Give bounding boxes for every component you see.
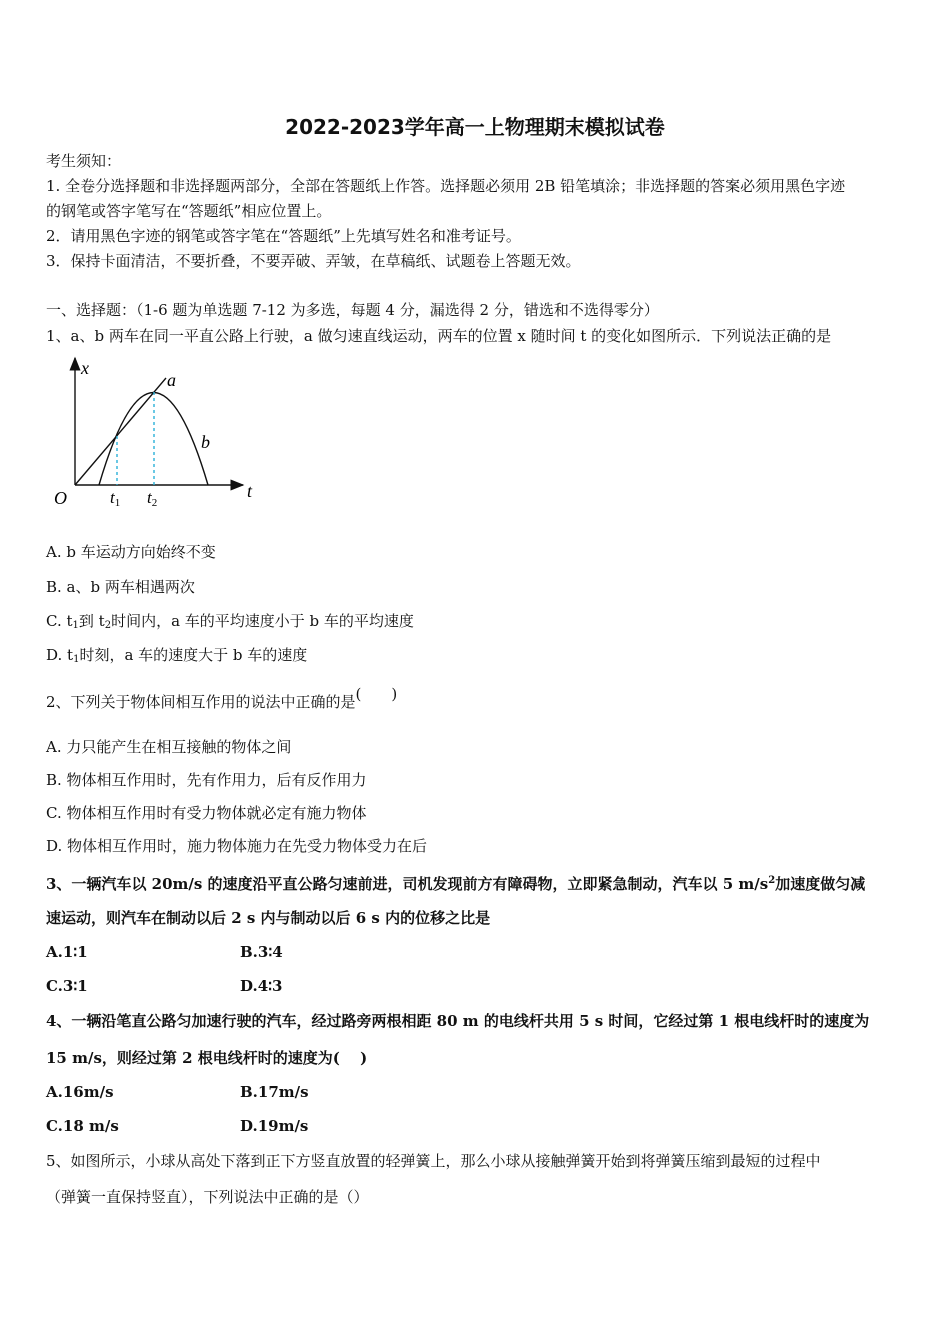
q1-option-b: B. a、b 两车相遇两次	[46, 578, 195, 596]
q4-option-b: B.17m/s	[240, 1083, 309, 1101]
notice-item-3: 3．保持卡面清洁，不要折叠，不要弄破、弄皱，在草稿纸、试题卷上答题无效。	[46, 252, 581, 270]
q3-stem-line1: 3、一辆汽车以 20m/s 的速度沿平直公路匀速前进，司机发现前方有障碍物，立即紧急制动，汽车以 5 $m/s^2$加速度做匀减	[46, 875, 866, 893]
q2-stem: 2、下列关于物体间相互作用的说法中正确的是( )	[46, 685, 398, 711]
t1-label: t1	[110, 488, 121, 509]
q4-option-c: C.18 m/s	[46, 1117, 119, 1135]
notice-item-1: 1. 全卷分选择题和非选择题两部分，全部在答题纸上作答。选择题必须用 2B 铅笔填涂；非选择题的答案必须用黑色字迹	[46, 177, 846, 195]
q4-stem-line1: 4、一辆沿笔直公路匀加速行驶的汽车，经过路旁两根相距 80 m 的电线杆共用 5 s 时间，它经过第 1 根电线杆时的速度为	[46, 1012, 870, 1030]
q1-option-d: D. $t_1$时刻，a 车的速度大于 b 车的速度	[46, 646, 308, 665]
q1-stem: 1、a、b 两车在同一平直公路上行驶，a 做匀速直线运动，两车的位置 x 随时间 t 的变化如图所示．下列说法正确的是	[46, 327, 832, 345]
q3-option-a: A.1∶1	[46, 943, 88, 961]
page-title: 2022-2023学年高一上物理期末模拟试卷	[285, 115, 665, 139]
q4-stem-line2: 15 m/s，则经过第 2 根电线杆时的速度为( )	[46, 1049, 368, 1067]
section-heading: 一、选择题：（1-6 题为单选题 7-12 为多选，每题 4 分，漏选得 2 分，错选和不选得零分）	[46, 301, 659, 319]
q3-option-d: D.4∶3	[240, 977, 283, 995]
notice-heading: 考生须知：	[46, 152, 122, 170]
y-axis-label: x	[81, 358, 89, 378]
q2-option-c: C. 物体相互作用时有受力物体就必定有施力物体	[46, 804, 367, 822]
q3-option-row-2	[46, 976, 283, 996]
line-a-label: a	[167, 370, 176, 390]
q2-option-b: B. 物体相互作用时，先有作用力，后有反作用力	[46, 771, 367, 789]
t2-label: t2	[147, 488, 158, 509]
q3-stem-line2: 速运动，则汽车在制动以后 2 s 内与制动以后 6 s 内的位移之比是	[46, 909, 491, 927]
q1-option-a: A. b 车运动方向始终不变	[46, 543, 216, 561]
origin-label: O	[54, 488, 67, 508]
q2-option-d: D. 物体相互作用时，施力物体施力在先受力物体受力在后	[46, 837, 428, 855]
q4-option-a: A.16m/s	[46, 1083, 114, 1101]
q3-option-row-1	[46, 942, 283, 962]
answer-paren: ( )	[355, 685, 398, 703]
q2-option-a: A. 力只能产生在相互接触的物体之间	[46, 738, 292, 756]
q4-option-row-1	[46, 1082, 309, 1102]
q1-xt-graph	[46, 352, 266, 517]
q3-option-c: C.3∶1	[46, 977, 88, 995]
q1-option-c: C. $t_1$到 $t_2$时间内，a 车的平均速度小于 b 车的平均速度	[46, 612, 414, 631]
q4-option-d: D.19m/s	[240, 1117, 309, 1135]
x-axis-label: t	[247, 481, 253, 501]
q4-option-row-2	[46, 1116, 309, 1136]
q5-stem-line1: 5、如图所示，小球从高处下落到正下方竖直放置的轻弹簧上，那么小球从接触弹簧开始到将弹簧压缩到最短的过程中	[46, 1152, 821, 1170]
line-a	[75, 378, 166, 485]
q5-stem-line2: （弹簧一直保持竖直），下列说法中正确的是（）	[46, 1188, 369, 1206]
curve-b-label: b	[201, 432, 210, 452]
notice-item-2: 2．请用黑色字迹的钢笔或答字笔在“答题纸”上先填写姓名和准考证号。	[46, 227, 521, 245]
notice-item-1-cont: 的钢笔或答字笔写在“答题纸”相应位置上。	[46, 202, 332, 220]
q3-option-b: B.3∶4	[240, 943, 283, 961]
